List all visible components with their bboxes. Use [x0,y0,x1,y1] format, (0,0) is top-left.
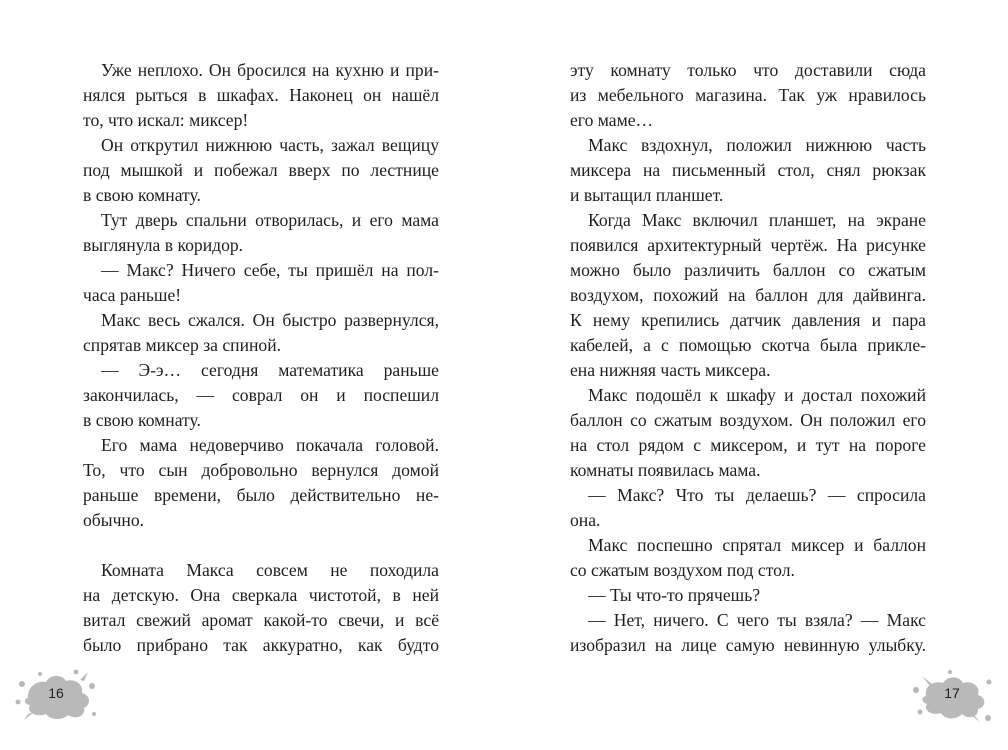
text-line: раньше времени, было действительно не- [83,485,439,505]
text-line: изобразил на лице самую невинную улыбку. [570,635,926,655]
text-line: Макс весь сжался. Он быстро развернулся, [101,310,439,330]
text-line: — Макс? Ничего себе, ты пришёл на пол- [101,260,439,280]
text-line: нялся рыться в шкафах. Наконец он нашёл [83,85,439,105]
text-line: спрятав миксер за спиной. [83,335,282,355]
text-line: К нему крепились датчик давления и пара [570,310,926,330]
text-line: на детскую. Она сверкала чистотой, в ней [83,585,439,605]
text-line: комнаты появилась мама. [570,460,761,480]
text-line: витал свежий аромат какой-то свечи, и всё [83,610,439,630]
page-number: 17 [944,685,960,701]
text-line: баллон со сжатым воздухом. Он положил его [570,410,926,430]
text-line: выглянула в коридор. [83,235,244,255]
text-line: эту комнату только что доставили сюда [570,60,926,80]
text-line: Макс вздохнул, положил нижнюю часть [588,135,926,155]
text-line: закончилась, — соврал он и поспешил [83,385,439,405]
text-line: — Ты что-то прячешь? [588,585,761,605]
text-line: То, что сын добровольно вернулся домой [83,460,439,480]
text-line: ена нижняя часть миксера. [570,360,771,380]
text-line: часа раньше! [83,285,182,305]
right-page-folio [910,668,994,724]
text-line: воздухом, похожий на баллон для дайвинга. [570,285,926,305]
text-line: Макс поспешно спрятал миксер и баллон [588,535,926,555]
text-line: под мышкой и побежал вверх по лестнице [83,160,439,180]
text-line: Тут дверь спальни отворилась, и его мама [101,210,439,230]
text-line: можно было различить баллон со сжатым [570,260,926,280]
text-line: Когда Макс включил планшет, на экране [588,210,926,230]
text-line: — Нет, ничего. С чего ты взяла? — Макс [588,610,926,630]
text-line: она. [570,510,601,530]
left-page-folio [14,668,98,724]
text-line: обычно. [83,510,145,530]
text-line: миксера на письменный стол, снял рюкзак [570,160,926,180]
text-line: его маме… [570,110,654,130]
text-line: было прибрано так аккуратно, как будто [83,635,439,655]
text-line: и вытащил планшет. [570,185,724,205]
text-line: Его мама недоверчиво покачала головой. [101,435,439,455]
left-page-text [83,58,439,658]
text-line: Уже неплохо. Он бросился на кухню и при- [101,60,439,80]
text-line: появился архитектурный чертёж. На рисунке [570,235,926,255]
text-line: Он открутил нижнюю часть, зажал вещицу [101,135,439,155]
text-line: — Макс? Что ты делаешь? — спросила [588,485,926,505]
text-line: в свою комнату. [83,410,201,430]
page-number: 16 [48,685,64,701]
text-line [83,533,439,558]
text-line: в свою комнату. [83,185,201,205]
text-line: Комната Макса совсем не походила [101,560,439,580]
text-line: — Э-э… сегодня математика раньше [101,360,439,380]
text-line: Макс подошёл к шкафу и достал похожий [588,385,926,405]
text-line: со сжатым воздухом под стол. [570,560,795,580]
text-line: из мебельного магазина. Так уж нравилось [570,85,926,105]
text-line: кабелей, а с помощью скотча была прикле- [570,335,926,355]
text-line: то, что искал: миксер! [83,110,249,130]
right-page-text [570,58,926,658]
text-line: на стол рядом с миксером, и тут на пороге [570,435,926,455]
